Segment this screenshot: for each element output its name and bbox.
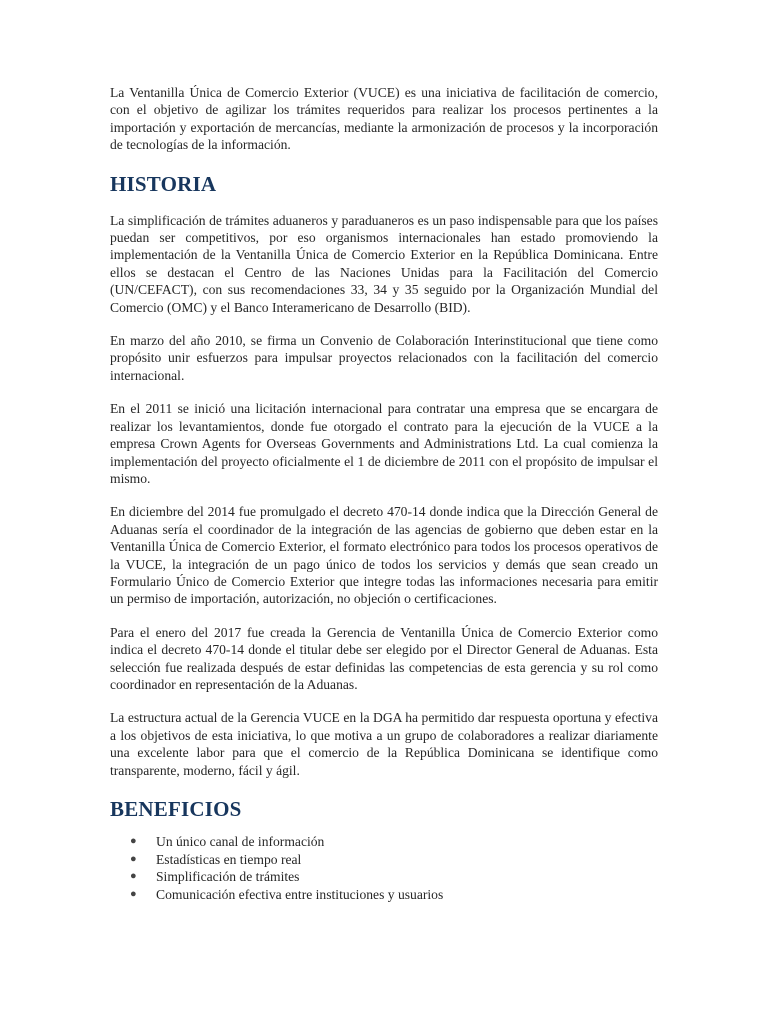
document-page (110, 84, 658, 903)
list-item (130, 833, 658, 851)
list-item-text: Un único canal de información (156, 834, 325, 849)
bullet-icon: ● (130, 852, 137, 865)
historia-paragraph: En diciembre del 2014 fue promulgado el decreto 470-14 donde indica que la Dirección General de Aduanas sería el coordinador de la integración de las agencias de gobierno que deben estar en la Ventanilla Única de Comercio Exterior, el formato electrónico para todos los procesos operativos de la VUCE, la integración de un pago único de todos los servicios y demás que sean creado un Formulario Único de Comercio Exterior que integre todas las informaciones necesaria para emitir un permiso de importación, autorización, no objeción o certificaciones. (110, 504, 658, 607)
bullet-icon: ● (130, 887, 137, 900)
historia-paragraph: Para el enero del 2017 fue creada la Gerencia de Ventanilla Única de Comercio Exterior como indica el decreto 470-14 donde el titular debe ser elegido por el Director General de Aduanas. Esta selección fue realizada después de estar definidas las competencias de esta gerencia y su rol como coordinador en representación de la Aduanas. (110, 624, 658, 692)
list-item (130, 886, 658, 904)
list-item-text: Simplificación de trámites (156, 869, 300, 885)
list-item (130, 868, 658, 886)
historia-paragraph: En marzo del año 2010, se firma un Convenio de Colaboración Interinstitucional que tiene como propósito unir esfuerzos para impulsar proyectos relacionados con la facilitación del comercio internacional. (110, 333, 658, 383)
bullet-icon: ● (130, 870, 137, 883)
intro-paragraph: La Ventanilla Única de Comercio Exterior (VUCE) es una iniciativa de facilitación de comercio, con el objetivo de agilizar los trámites requeridos para realizar los procesos pertinentes a la importación y exportación de mercancías, mediante la armonización de procesos y la incorporación de tecnologías de la información. (110, 85, 658, 153)
historia-heading: HISTORIA (110, 171, 217, 196)
list-item (130, 851, 658, 869)
list-item-text: Estadísticas en tiempo real (156, 851, 302, 867)
historia-paragraph: La simplificación de trámites aduaneros y paraduaneros es un paso indispensable para que los países puedan ser competitivos, por eso organismos internacionales han estado promoviendo la implementación de la Ventanilla Única de Comercio Exterior en la República Dominicana. Entre ellos se destacan el Centro de las Naciones Unidas para la Facilitación del Comercio (UN/CEFACT), con sus recomendaciones 33, 34 y 35 seguido por la Organización Mundial del Comercio (OMC) y el Banco Interamericano de Desarrollo (BID). (110, 212, 658, 315)
bullet-icon: ● (130, 835, 137, 847)
historia-paragraph: En el 2011 se inició una licitación internacional para contratar una empresa que se encargara de realizar los levantamientos, donde fue otorgado el contrato para la ejecución de la VUCE a la empresa Crown Agents for Overseas Governments and Administrations Ltd. La cual comienza la implementación del proyecto oficialmente el 1 de diciembre de 2011 con el propósito de impulsar el mismo. (110, 401, 658, 486)
beneficios-heading: BENEFICIOS (110, 797, 242, 821)
beneficios-list (110, 833, 658, 903)
list-item-text: Comunicación efectiva entre instituciones y usuarios (156, 886, 444, 902)
historia-paragraph: La estructura actual de la Gerencia VUCE en la DGA ha permitido dar respuesta oportuna y efectiva a los objetivos de esta iniciativa, lo que motiva a un grupo de colaboradores a realizar diariamente una excelente labor para que el comercio de la República Dominicana se identifique como transparente, moderno, fácil y ágil. (110, 710, 658, 778)
